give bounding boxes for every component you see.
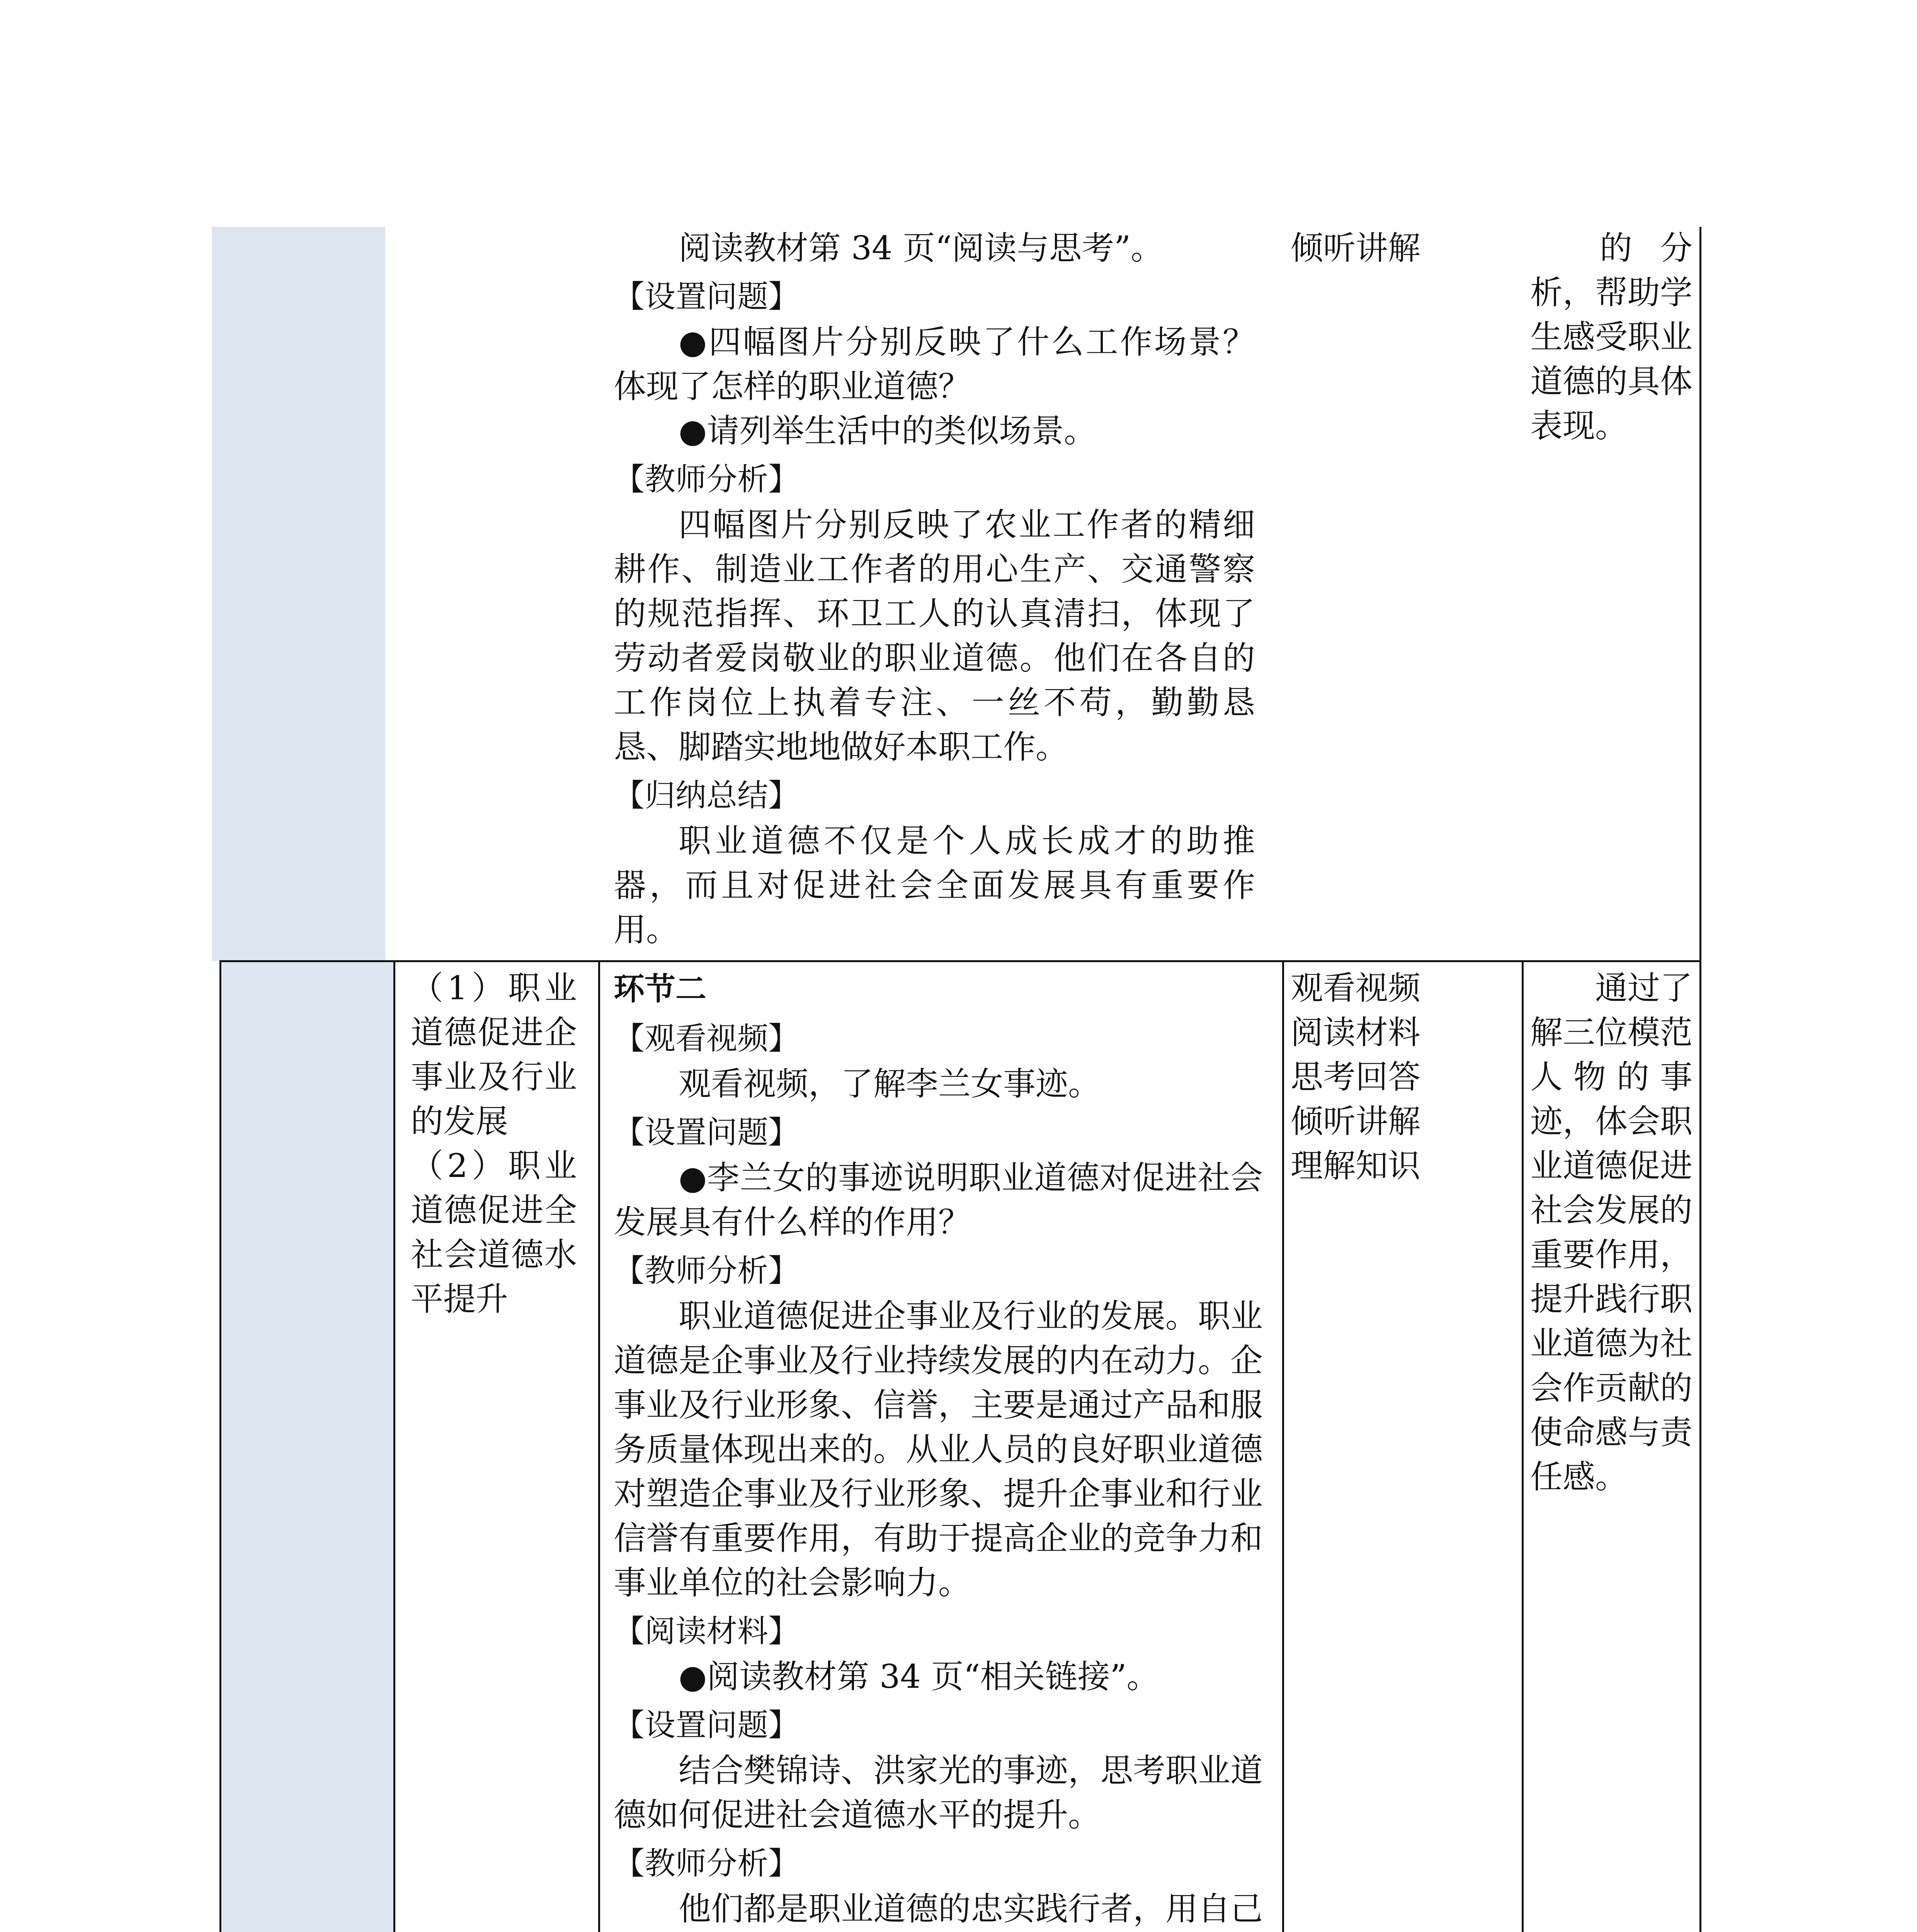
student-activity: 倾听讲解	[1291, 1102, 1421, 1140]
row2-content-cell	[614, 966, 1263, 1932]
table-border	[1522, 961, 1524, 1932]
section-heading: 【设置问题】	[614, 1707, 799, 1743]
section-heading: 【教师分析】	[614, 1845, 799, 1881]
section-heading: 【阅读材料】	[614, 1613, 799, 1649]
section-heading: 【教师分析】	[614, 1253, 799, 1289]
summary-text: 职业道德不仅是个人成长成才的助推器，而且对促进社会全面发展具有重要作用。	[614, 822, 1255, 949]
purpose-text: 的分析，帮助学生感受职业道德的具体表现。	[1530, 229, 1693, 445]
question-text: 结合樊锦诗、洪家光的事迹，思考职业道德如何促进社会道德水平的提升。	[614, 1752, 1263, 1834]
student-activity: 理解知识	[1291, 1147, 1421, 1185]
row1-purpose-cell	[1530, 226, 1692, 448]
row1-student-cell	[1291, 226, 1507, 270]
purpose-text: 通过了解三位模范人物的事迹，体会职业道德促进社会发展的重要作用，提升践行职业道德为社会作贡献的使命感与责任感。	[1530, 969, 1693, 1496]
analysis-text: 职业道德促进企事业及行业的发展。职业道德是企事业及行业持续发展的内在动力。企事业及行业形象、信誉，主要是通过产品和服务质量体现出来的。从业人员的良好职业道德对塑造企事业及行业形象、提升企事业和行业信誉有重要作用，有助于提高企业的竞争力和事业单位的社会影响力。	[614, 1297, 1263, 1602]
section-title: 环节二	[614, 971, 706, 1007]
table-border	[393, 961, 395, 1932]
section-heading: 【观看视频】	[614, 1020, 799, 1056]
section-heading: 【设置问题】	[614, 1114, 799, 1150]
student-activity: 思考回答	[1291, 1058, 1421, 1096]
intro-text: 阅读教材第 34 页“阅读与思考”。	[679, 229, 1163, 267]
analysis-text: 四幅图片分别反映了农业工作者的精细耕作、制造业工作者的用心生产、交通警察的规范指挥、环卫工人的认真清扫，体现了劳动者爱岗敬业的职业道德。他们在各自的工作岗位上执着专注、一丝不苟，勤勤恳恳、脚踏实地地做好本职工作。	[614, 506, 1255, 766]
reading-text: ●阅读教材第 34 页“相关链接”。	[679, 1658, 1159, 1696]
stage-column-shading-top	[212, 227, 385, 961]
table-border	[598, 961, 600, 1932]
topic-text: （1）职业道德促进企事业及行业的发展	[411, 969, 577, 1140]
table-border	[1282, 961, 1284, 1932]
row2-student-cell	[1291, 966, 1507, 1188]
table-border	[219, 961, 221, 1932]
section-heading: 【归纳总结】	[614, 777, 799, 813]
student-activity: 倾听讲解	[1291, 229, 1421, 267]
stage-column-shading-bottom	[222, 961, 394, 1932]
analysis-text: 他们都是职业道德的忠实践行者，用自己	[679, 1890, 1263, 1928]
student-activity: 观看视频	[1291, 969, 1421, 1007]
video-text: 观看视频，了解李兰女事迹。	[679, 1065, 1101, 1103]
row2-purpose-cell	[1530, 966, 1692, 1499]
question-text: ●请列举生活中的类似场景。	[679, 412, 1097, 450]
question-text: ●四幅图片分别反映了什么工作场景？体现了怎样的职业道德？	[614, 323, 1255, 405]
row1-content-cell	[614, 226, 1255, 952]
section-heading: 【教师分析】	[614, 461, 799, 497]
question-text: ●李兰女的事迹说明职业道德对促进社会发展具有什么样的作用？	[614, 1159, 1263, 1241]
row2-topic-cell	[411, 966, 577, 1321]
student-activity: 阅读材料	[1291, 1014, 1421, 1051]
topic-text: （2）职业道德促进全社会道德水平提升	[411, 1147, 577, 1318]
table-border	[1699, 227, 1701, 1932]
table-border	[219, 960, 1701, 962]
section-heading: 【设置问题】	[614, 279, 799, 315]
